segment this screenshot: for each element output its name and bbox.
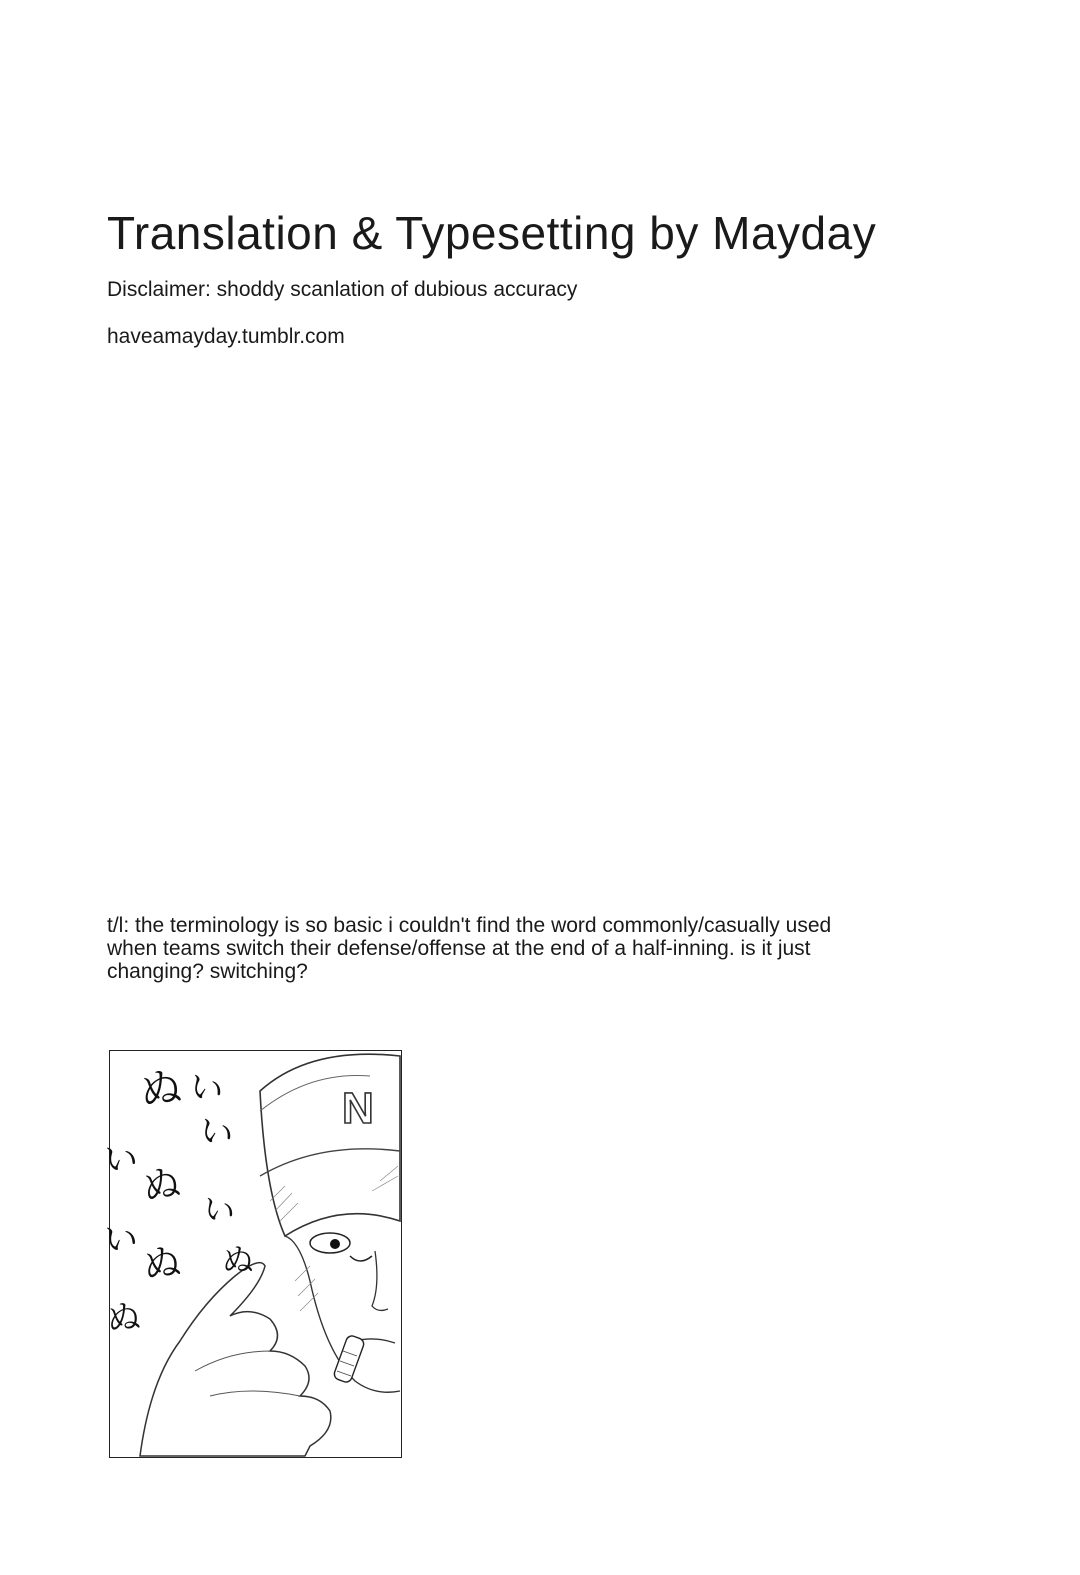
sfx-glyph: ぬ <box>138 1159 185 1210</box>
translator-note <box>107 914 937 983</box>
translator-note-line: t/l: the terminology is so basic i couldn't find the word commonly/casually used <box>107 914 832 937</box>
sfx-glyph: い <box>104 1140 138 1180</box>
sfx-glyph: い <box>104 1220 138 1260</box>
cap-letter: N <box>342 1084 374 1133</box>
sfx-glyph: い <box>200 1189 238 1232</box>
translator-note-line: changing? switching? <box>107 960 308 983</box>
translator-note-line: when teams switch their defense/offense at the end of a half-inning. is it just <box>107 937 811 960</box>
nose <box>372 1251 388 1310</box>
credits-title: Translation & Typesetting by Mayday <box>107 207 877 259</box>
sfx-glyph: ぬ <box>136 1061 185 1116</box>
pupil <box>330 1239 340 1249</box>
disclaimer-text: Disclaimer: shoddy scanlation of dubious accuracy <box>107 278 578 301</box>
manga-panel-illustration <box>104 1050 402 1458</box>
sfx-glyph: い <box>196 1110 237 1156</box>
cap-shape <box>260 1054 400 1236</box>
eye <box>310 1233 350 1253</box>
sfx-glyph: い <box>186 1066 227 1112</box>
sfx-glyph: ぬ <box>140 1239 184 1288</box>
eyebrow <box>350 1256 372 1261</box>
site-url-text: haveamayday.tumblr.com <box>107 325 345 348</box>
manga-sketch <box>104 1051 400 1456</box>
sfx-glyph: ぬ <box>104 1296 143 1340</box>
sfx-glyph: ぬ <box>222 1241 255 1279</box>
